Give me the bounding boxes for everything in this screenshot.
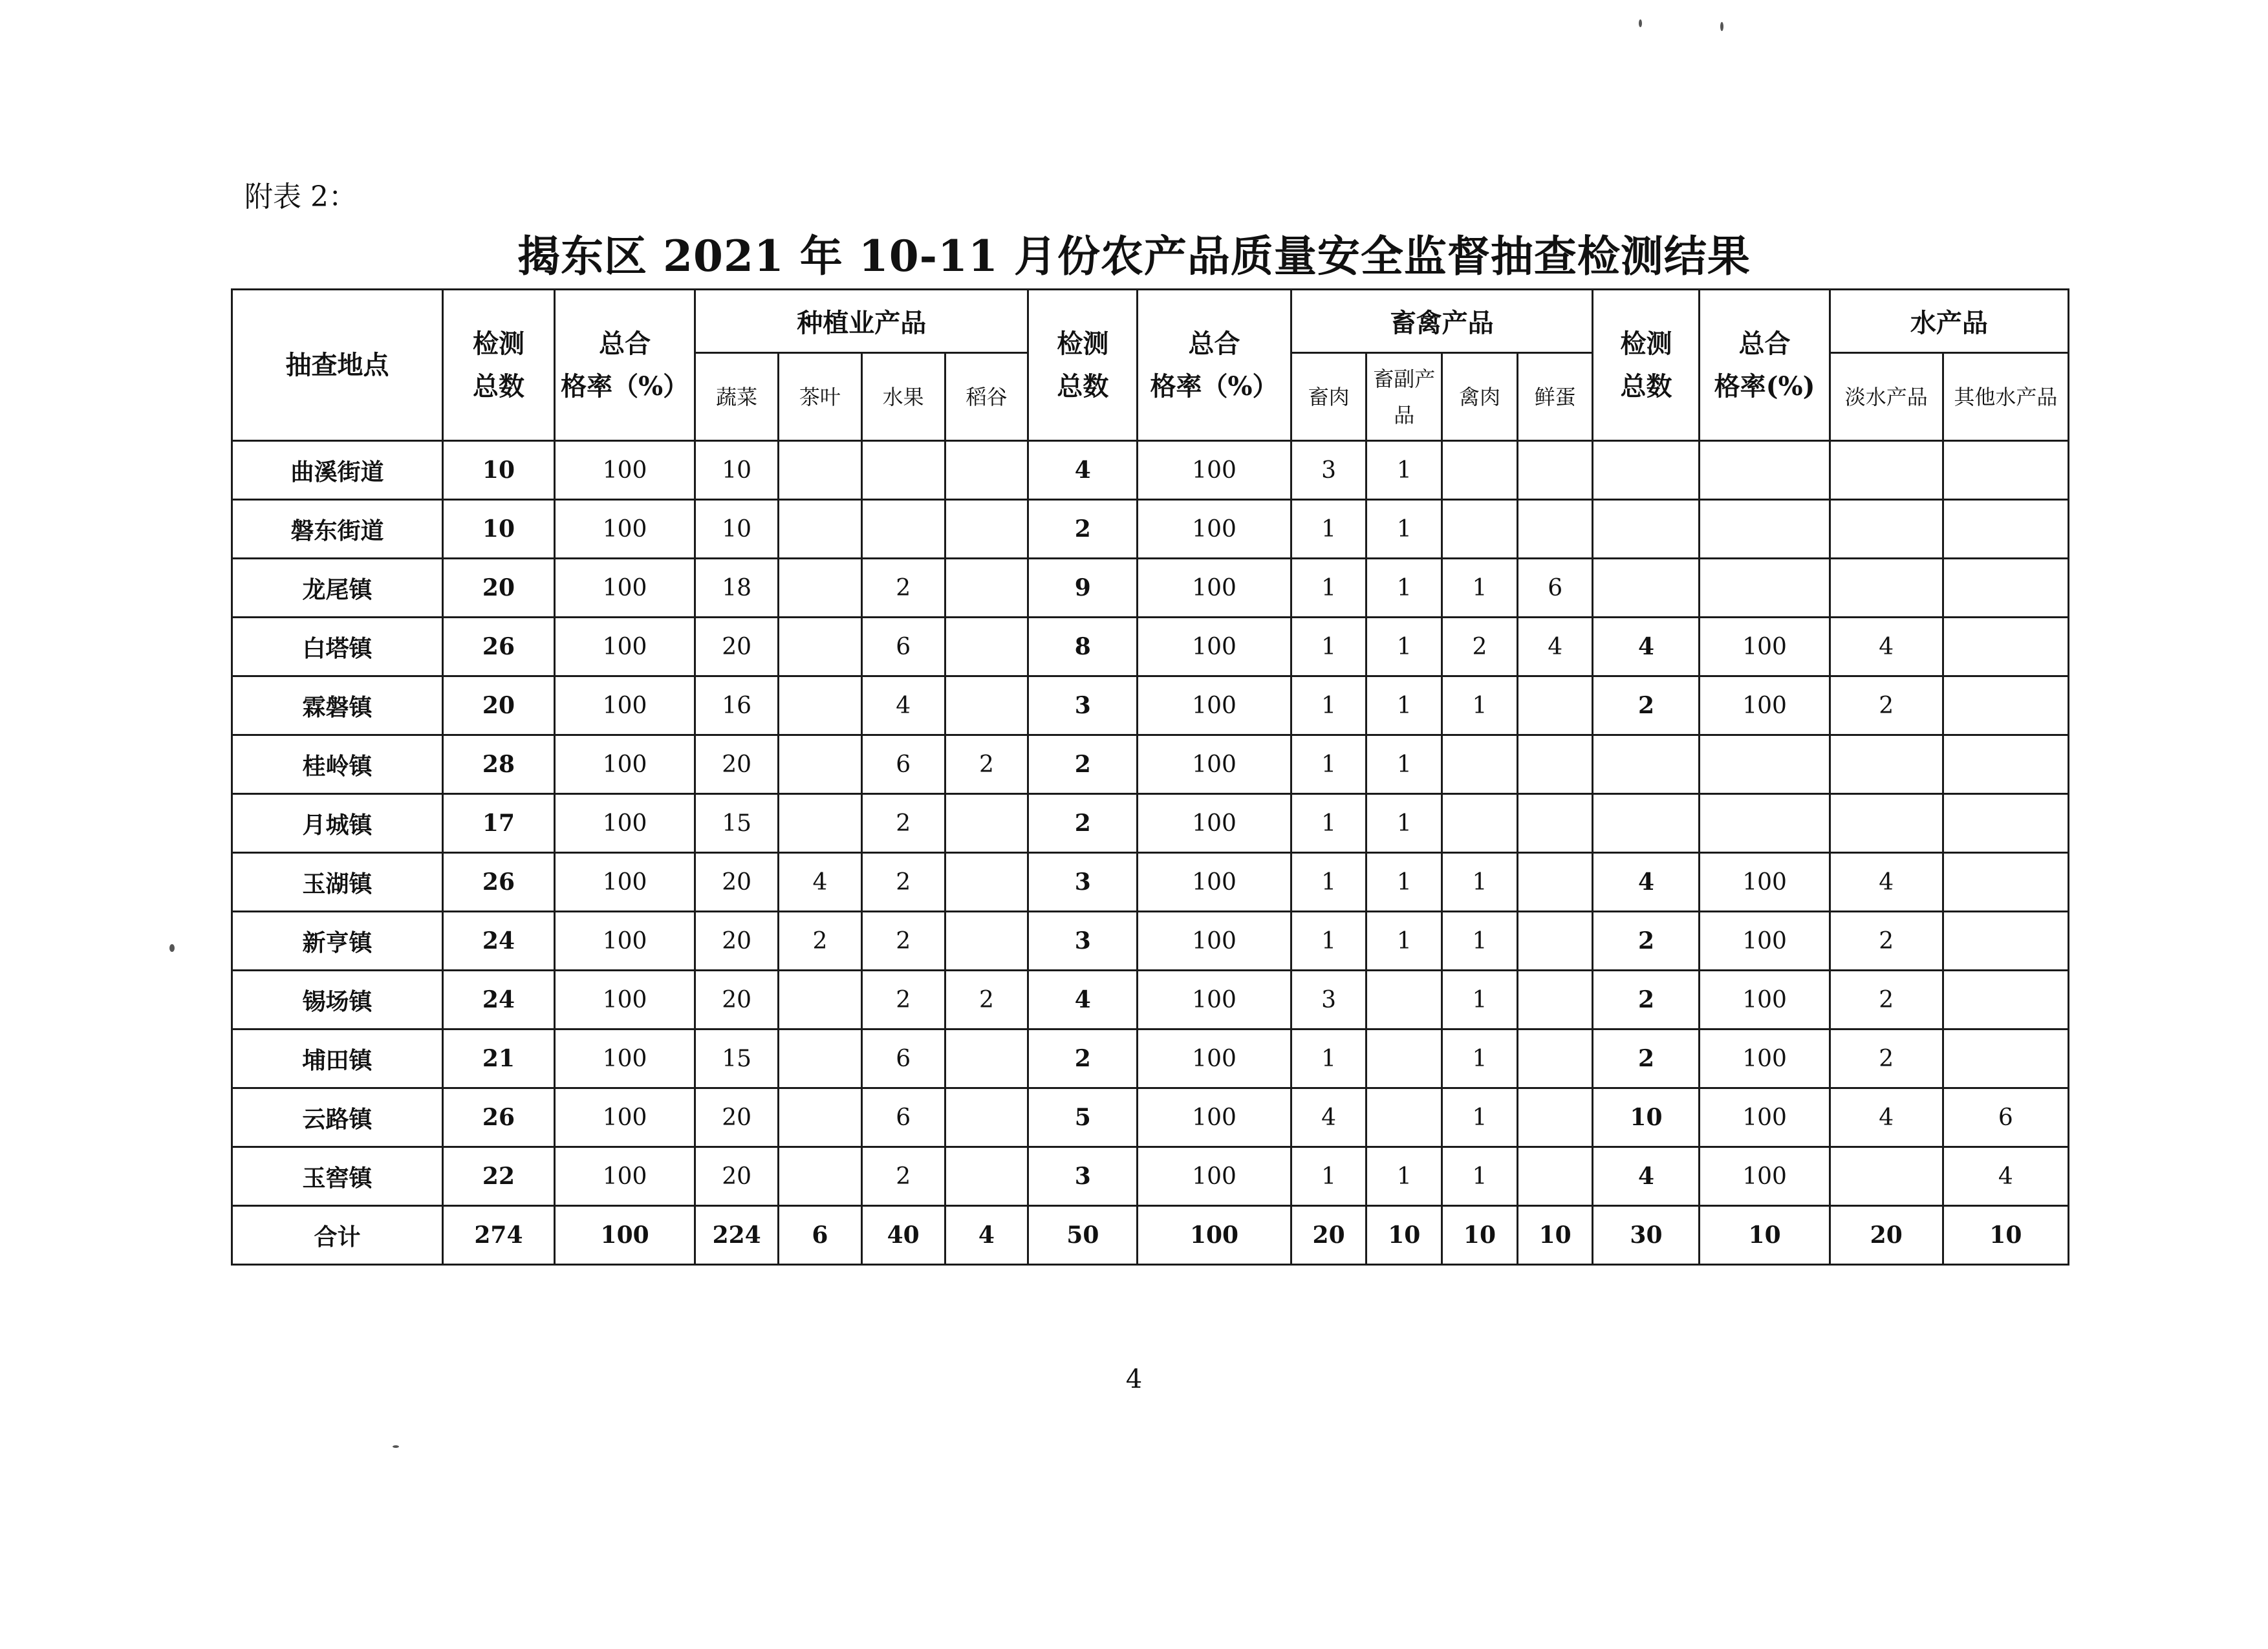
livestock-byproduct-cell: 1 (1366, 1147, 1442, 1206)
poultry-meat-cell: 1 (1442, 676, 1518, 735)
header-poultry-meat: 禽肉 (1442, 353, 1518, 441)
header-aquatic-rate-top: 总合 (1738, 328, 1791, 359)
vegetable-cell: 20 (695, 618, 779, 676)
total-count-cell: 24 (442, 971, 554, 1029)
total-row (232, 1206, 2069, 1265)
table-row (232, 853, 2069, 912)
livestock-count-cell: 9 (1028, 559, 1138, 618)
aquatic-count-cell (1593, 735, 1700, 794)
freshwater-product-cell (1830, 794, 1943, 853)
header-aquatic-count-bottom: 总数 (1620, 371, 1672, 402)
freshwater-product-cell: 4 (1830, 618, 1943, 676)
total-count-cell: 20 (442, 676, 554, 735)
livestock-meat-cell: 1 (1291, 794, 1366, 853)
aquatic-count-cell (1593, 441, 1700, 500)
poultry-meat-cell: 1 (1442, 1029, 1518, 1088)
total-count-cell: 26 (442, 618, 554, 676)
freshwater-product-cell (1830, 735, 1943, 794)
freshwater-product-cell: 4 (1830, 853, 1943, 912)
poultry-meat-cell: 10 (1442, 1206, 1518, 1265)
vegetable-cell: 16 (695, 676, 779, 735)
header-livestock-count-bottom: 总数 (1057, 371, 1109, 402)
tea-cell (779, 500, 862, 559)
fruit-cell (861, 500, 945, 559)
rice-cell: 4 (945, 1206, 1028, 1265)
freshwater-product-cell: 4 (1830, 1088, 1943, 1147)
fruit-cell: 2 (861, 912, 945, 971)
rice-cell (945, 1088, 1028, 1147)
table-row (232, 500, 2069, 559)
location-cell: 玉湖镇 (232, 853, 443, 912)
aquatic-count-cell: 4 (1593, 853, 1700, 912)
livestock-byproduct-cell: 1 (1366, 559, 1442, 618)
header-pass-rate (554, 290, 695, 441)
livestock-rate-cell: 100 (1138, 618, 1291, 676)
poultry-meat-cell (1442, 794, 1518, 853)
livestock-rate-cell: 100 (1138, 971, 1291, 1029)
fruit-cell: 2 (861, 794, 945, 853)
vegetable-cell: 20 (695, 971, 779, 1029)
aquatic-count-cell (1593, 559, 1700, 618)
livestock-byproduct-cell: 1 (1366, 618, 1442, 676)
total-count-cell: 10 (442, 441, 554, 500)
header-aquatic-rate-bottom: 格率(%) (1714, 371, 1815, 402)
fresh-egg-cell (1517, 853, 1593, 912)
other-aquatic-cell: 4 (1943, 1147, 2068, 1206)
poultry-meat-cell: 2 (1442, 618, 1518, 676)
header-pass-rate-top: 总合 (599, 328, 651, 359)
aquatic-rate-cell: 10 (1700, 1206, 1830, 1265)
fresh-egg-cell (1517, 912, 1593, 971)
vegetable-cell: 15 (695, 794, 779, 853)
total-count-cell: 20 (442, 559, 554, 618)
fresh-egg-cell: 10 (1517, 1206, 1593, 1265)
fresh-egg-cell (1517, 500, 1593, 559)
livestock-count-cell: 3 (1028, 676, 1138, 735)
poultry-meat-cell: 1 (1442, 559, 1518, 618)
pass-rate-cell: 100 (554, 441, 695, 500)
table-row (232, 441, 2069, 500)
aquatic-rate-cell: 100 (1700, 853, 1830, 912)
tea-cell (779, 618, 862, 676)
scan-speck (1639, 19, 1642, 27)
vegetable-cell: 224 (695, 1206, 779, 1265)
pass-rate-cell: 100 (554, 618, 695, 676)
header-livestock-count-top: 检测 (1057, 328, 1109, 359)
header-fruit: 水果 (861, 353, 945, 441)
pass-rate-cell: 100 (554, 1088, 695, 1147)
header-livestock-group: 畜禽产品 (1291, 290, 1593, 353)
freshwater-product-cell (1830, 441, 1943, 500)
header-location: 抽查地点 (232, 290, 443, 441)
location-cell: 云路镇 (232, 1088, 443, 1147)
vegetable-cell: 20 (695, 853, 779, 912)
pass-rate-cell: 100 (554, 1029, 695, 1088)
scan-speck (393, 1445, 399, 1448)
fruit-cell: 40 (861, 1206, 945, 1265)
table-row (232, 559, 2069, 618)
location-cell: 曲溪街道 (232, 441, 443, 500)
table-body (232, 441, 2069, 1265)
total-count-cell: 17 (442, 794, 554, 853)
aquatic-count-cell: 4 (1593, 1147, 1700, 1206)
fruit-cell (861, 441, 945, 500)
header-aquatic-group: 水产品 (1830, 290, 2068, 353)
other-aquatic-cell (1943, 559, 2068, 618)
tea-cell (779, 676, 862, 735)
scan-speck (1720, 22, 1723, 31)
livestock-byproduct-cell: 1 (1366, 912, 1442, 971)
aquatic-rate-cell (1700, 441, 1830, 500)
header-livestock-rate-bottom: 格率（%） (1150, 371, 1279, 402)
livestock-meat-cell: 1 (1291, 559, 1366, 618)
header-aquatic-count-top: 检测 (1620, 328, 1672, 359)
freshwater-product-cell: 2 (1830, 676, 1943, 735)
livestock-rate-cell: 100 (1138, 853, 1291, 912)
livestock-count-cell: 8 (1028, 618, 1138, 676)
tea-cell (779, 971, 862, 1029)
aquatic-rate-cell: 100 (1700, 1029, 1830, 1088)
header-other-aquatic-product: 其他水产品 (1943, 353, 2068, 441)
poultry-meat-cell (1442, 441, 1518, 500)
other-aquatic-cell (1943, 912, 2068, 971)
livestock-byproduct-cell (1366, 1029, 1442, 1088)
poultry-meat-cell: 1 (1442, 1147, 1518, 1206)
livestock-count-cell: 3 (1028, 912, 1138, 971)
livestock-meat-cell: 1 (1291, 676, 1366, 735)
total-count-cell: 22 (442, 1147, 554, 1206)
header-freshwater-product: 淡水产品 (1830, 353, 1943, 441)
total-count-cell: 10 (442, 500, 554, 559)
livestock-rate-cell: 100 (1138, 1029, 1291, 1088)
fresh-egg-cell (1517, 1088, 1593, 1147)
page-number: 4 (1125, 1364, 1143, 1394)
livestock-byproduct-cell: 1 (1366, 676, 1442, 735)
livestock-count-cell: 2 (1028, 1029, 1138, 1088)
freshwater-product-cell: 2 (1830, 1029, 1943, 1088)
aquatic-count-cell: 10 (1593, 1088, 1700, 1147)
appendix-caption: 附表 2： (244, 180, 357, 213)
livestock-count-cell: 4 (1028, 971, 1138, 1029)
table-row (232, 1147, 2069, 1206)
header-tea: 茶叶 (779, 353, 862, 441)
vegetable-cell: 10 (695, 500, 779, 559)
poultry-meat-cell: 1 (1442, 1088, 1518, 1147)
aquatic-count-cell (1593, 794, 1700, 853)
total-count-cell: 21 (442, 1029, 554, 1088)
fresh-egg-cell (1517, 971, 1593, 1029)
livestock-meat-cell: 1 (1291, 853, 1366, 912)
fresh-egg-cell (1517, 735, 1593, 794)
rice-cell (945, 500, 1028, 559)
livestock-count-cell: 50 (1028, 1206, 1138, 1265)
livestock-meat-cell: 1 (1291, 735, 1366, 794)
fresh-egg-cell (1517, 1029, 1593, 1088)
aquatic-rate-cell: 100 (1700, 618, 1830, 676)
fresh-egg-cell (1517, 441, 1593, 500)
fresh-egg-cell (1517, 1147, 1593, 1206)
location-cell: 霖磐镇 (232, 676, 443, 735)
vegetable-cell: 20 (695, 912, 779, 971)
rice-cell (945, 441, 1028, 500)
location-cell: 月城镇 (232, 794, 443, 853)
aquatic-rate-cell: 100 (1700, 1088, 1830, 1147)
fruit-cell: 4 (861, 676, 945, 735)
freshwater-product-cell (1830, 1147, 1943, 1206)
fruit-cell: 6 (861, 1029, 945, 1088)
poultry-meat-cell: 1 (1442, 971, 1518, 1029)
aquatic-rate-cell (1700, 500, 1830, 559)
aquatic-count-cell: 2 (1593, 912, 1700, 971)
livestock-meat-cell: 1 (1291, 912, 1366, 971)
livestock-meat-cell: 20 (1291, 1206, 1366, 1265)
rice-cell (945, 618, 1028, 676)
rice-cell (945, 559, 1028, 618)
header-livestock-rate (1138, 290, 1291, 441)
rice-cell (945, 912, 1028, 971)
other-aquatic-cell (1943, 794, 2068, 853)
tea-cell (779, 559, 862, 618)
aquatic-rate-cell (1700, 794, 1830, 853)
header-livestock-count (1028, 290, 1138, 441)
location-cell: 桂岭镇 (232, 735, 443, 794)
pass-rate-cell: 100 (554, 912, 695, 971)
tea-cell (779, 441, 862, 500)
rice-cell (945, 1147, 1028, 1206)
tea-cell: 6 (779, 1206, 862, 1265)
pass-rate-cell: 100 (554, 500, 695, 559)
other-aquatic-cell (1943, 735, 2068, 794)
livestock-rate-cell: 100 (1138, 735, 1291, 794)
table-row (232, 794, 2069, 853)
tea-cell: 4 (779, 853, 862, 912)
header-fresh-egg: 鲜蛋 (1517, 353, 1593, 441)
vegetable-cell: 20 (695, 1147, 779, 1206)
header-aquatic-count (1593, 290, 1700, 441)
tea-cell: 2 (779, 912, 862, 971)
rice-cell (945, 853, 1028, 912)
livestock-byproduct-cell: 1 (1366, 853, 1442, 912)
pass-rate-cell: 100 (554, 794, 695, 853)
location-cell: 磐东街道 (232, 500, 443, 559)
fruit-cell: 2 (861, 853, 945, 912)
livestock-rate-cell: 100 (1138, 676, 1291, 735)
livestock-meat-cell: 1 (1291, 618, 1366, 676)
table-row (232, 676, 2069, 735)
header-vegetable: 蔬菜 (695, 353, 779, 441)
pass-rate-cell: 100 (554, 559, 695, 618)
aquatic-rate-cell (1700, 735, 1830, 794)
livestock-count-cell: 2 (1028, 500, 1138, 559)
poultry-meat-cell (1442, 735, 1518, 794)
location-cell: 白塔镇 (232, 618, 443, 676)
livestock-rate-cell: 100 (1138, 441, 1291, 500)
header-total-count-top: 检测 (472, 328, 524, 359)
other-aquatic-cell (1943, 618, 2068, 676)
table-row (232, 1088, 2069, 1147)
other-aquatic-cell (1943, 1029, 2068, 1088)
livestock-byproduct-cell (1366, 1088, 1442, 1147)
rice-cell (945, 676, 1028, 735)
pass-rate-cell: 100 (554, 735, 695, 794)
livestock-count-cell: 5 (1028, 1088, 1138, 1147)
vegetable-cell: 20 (695, 735, 779, 794)
inspection-results-table (231, 288, 2069, 1266)
poultry-meat-cell: 1 (1442, 912, 1518, 971)
rice-cell: 2 (945, 735, 1028, 794)
livestock-count-cell: 4 (1028, 441, 1138, 500)
other-aquatic-cell (1943, 676, 2068, 735)
table-row (232, 971, 2069, 1029)
location-cell: 锡场镇 (232, 971, 443, 1029)
livestock-count-cell: 2 (1028, 794, 1138, 853)
other-aquatic-cell: 6 (1943, 1088, 2068, 1147)
aquatic-rate-cell: 100 (1700, 971, 1830, 1029)
pass-rate-cell: 100 (554, 971, 695, 1029)
pass-rate-cell: 100 (554, 1147, 695, 1206)
livestock-meat-cell: 1 (1291, 500, 1366, 559)
aquatic-rate-cell: 100 (1700, 676, 1830, 735)
location-cell: 埔田镇 (232, 1029, 443, 1088)
fresh-egg-cell: 6 (1517, 559, 1593, 618)
location-cell: 玉窖镇 (232, 1147, 443, 1206)
fruit-cell: 6 (861, 735, 945, 794)
livestock-count-cell: 3 (1028, 853, 1138, 912)
other-aquatic-cell: 10 (1943, 1206, 2068, 1265)
vegetable-cell: 20 (695, 1088, 779, 1147)
fresh-egg-cell (1517, 676, 1593, 735)
aquatic-count-cell: 2 (1593, 1029, 1700, 1088)
livestock-rate-cell: 100 (1138, 794, 1291, 853)
location-cell: 龙尾镇 (232, 559, 443, 618)
total-count-cell: 26 (442, 1088, 554, 1147)
freshwater-product-cell (1830, 500, 1943, 559)
table-row (232, 735, 2069, 794)
total-count-cell: 26 (442, 853, 554, 912)
table-row (232, 618, 2069, 676)
other-aquatic-cell (1943, 853, 2068, 912)
tea-cell (779, 1147, 862, 1206)
poultry-meat-cell: 1 (1442, 853, 1518, 912)
livestock-byproduct-cell: 10 (1366, 1206, 1442, 1265)
tea-cell (779, 1088, 862, 1147)
other-aquatic-cell (1943, 441, 2068, 500)
livestock-count-cell: 2 (1028, 735, 1138, 794)
total-count-cell: 24 (442, 912, 554, 971)
table-row (232, 912, 2069, 971)
total-count-cell: 28 (442, 735, 554, 794)
scan-speck (169, 944, 175, 952)
aquatic-rate-cell: 100 (1700, 912, 1830, 971)
header-livestock-byproduct: 畜副产品 (1366, 353, 1442, 441)
header-pass-rate-bottom: 格率（%） (561, 371, 689, 402)
location-cell: 合计 (232, 1206, 443, 1265)
livestock-byproduct-cell: 1 (1366, 735, 1442, 794)
header-total-count (442, 290, 554, 441)
tea-cell (779, 794, 862, 853)
location-cell: 新亨镇 (232, 912, 443, 971)
livestock-meat-cell: 4 (1291, 1088, 1366, 1147)
freshwater-product-cell: 2 (1830, 912, 1943, 971)
livestock-rate-cell: 100 (1138, 1206, 1291, 1265)
freshwater-product-cell: 2 (1830, 971, 1943, 1029)
livestock-rate-cell: 100 (1138, 912, 1291, 971)
fresh-egg-cell: 4 (1517, 618, 1593, 676)
aquatic-count-cell (1593, 500, 1700, 559)
aquatic-count-cell: 4 (1593, 618, 1700, 676)
total-count-cell: 274 (442, 1206, 554, 1265)
header-plant-group: 种植业产品 (695, 290, 1028, 353)
tea-cell (779, 735, 862, 794)
tea-cell (779, 1029, 862, 1088)
vegetable-cell: 10 (695, 441, 779, 500)
pass-rate-cell: 100 (554, 853, 695, 912)
aquatic-rate-cell: 100 (1700, 1147, 1830, 1206)
header-livestock-rate-top: 总合 (1188, 328, 1240, 359)
aquatic-count-cell: 2 (1593, 971, 1700, 1029)
livestock-rate-cell: 100 (1138, 559, 1291, 618)
livestock-byproduct-cell: 1 (1366, 441, 1442, 500)
table-row (232, 1029, 2069, 1088)
rice-cell (945, 794, 1028, 853)
header-rice: 稻谷 (945, 353, 1028, 441)
aquatic-count-cell: 30 (1593, 1206, 1700, 1265)
livestock-byproduct-cell (1366, 971, 1442, 1029)
livestock-rate-cell: 100 (1138, 500, 1291, 559)
header-total-count-bottom: 总数 (472, 371, 524, 402)
livestock-meat-cell: 1 (1291, 1147, 1366, 1206)
freshwater-product-cell: 20 (1830, 1206, 1943, 1265)
livestock-meat-cell: 1 (1291, 1029, 1366, 1088)
header-aquatic-rate (1700, 290, 1830, 441)
vegetable-cell: 18 (695, 559, 779, 618)
livestock-byproduct-cell: 1 (1366, 794, 1442, 853)
pass-rate-cell: 100 (554, 1206, 695, 1265)
fruit-cell: 2 (861, 559, 945, 618)
aquatic-count-cell: 2 (1593, 676, 1700, 735)
livestock-rate-cell: 100 (1138, 1088, 1291, 1147)
livestock-meat-cell: 3 (1291, 971, 1366, 1029)
rice-cell: 2 (945, 971, 1028, 1029)
livestock-count-cell: 3 (1028, 1147, 1138, 1206)
fruit-cell: 2 (861, 1147, 945, 1206)
document-title: 揭东区 2021 年 10-11 月份农产品质量安全监督抽查检测结果 (517, 231, 1751, 281)
poultry-meat-cell (1442, 500, 1518, 559)
livestock-byproduct-cell: 1 (1366, 500, 1442, 559)
livestock-rate-cell: 100 (1138, 1147, 1291, 1206)
other-aquatic-cell (1943, 500, 2068, 559)
header-livestock-meat: 畜肉 (1291, 353, 1366, 441)
pass-rate-cell: 100 (554, 676, 695, 735)
aquatic-rate-cell (1700, 559, 1830, 618)
fresh-egg-cell (1517, 794, 1593, 853)
fruit-cell: 2 (861, 971, 945, 1029)
rice-cell (945, 1029, 1028, 1088)
vegetable-cell: 15 (695, 1029, 779, 1088)
fruit-cell: 6 (861, 618, 945, 676)
livestock-meat-cell: 3 (1291, 441, 1366, 500)
other-aquatic-cell (1943, 971, 2068, 1029)
freshwater-product-cell (1830, 559, 1943, 618)
fruit-cell: 6 (861, 1088, 945, 1147)
